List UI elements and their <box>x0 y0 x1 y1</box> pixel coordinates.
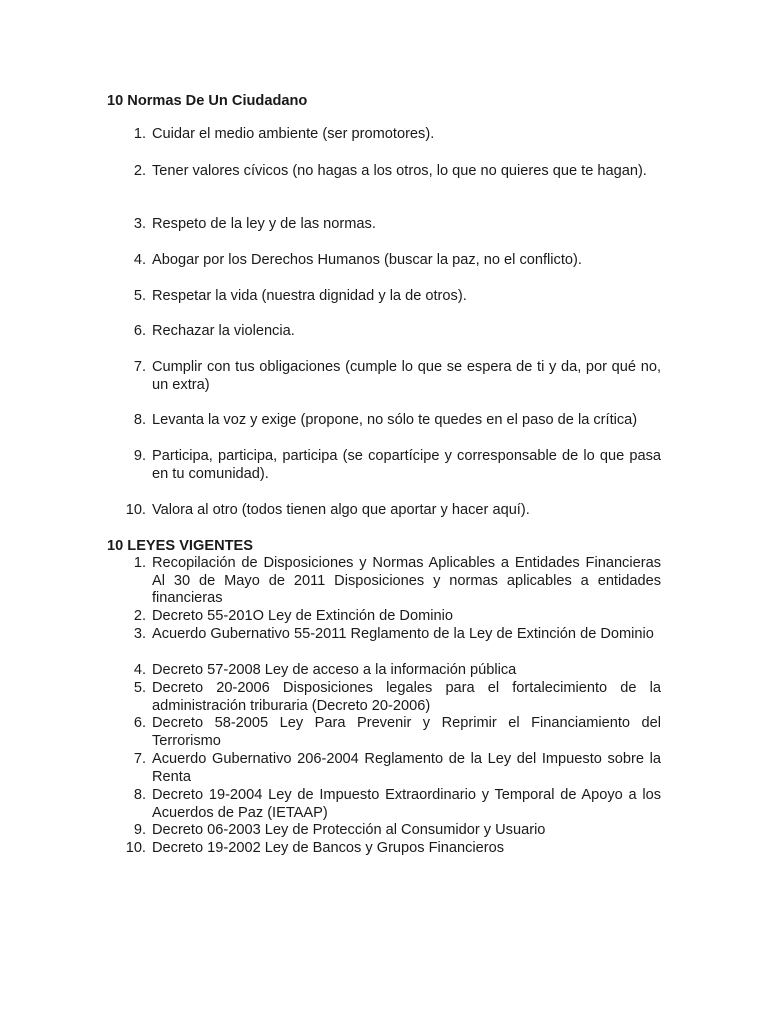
list-number: 4. <box>133 662 146 678</box>
list-number: 2. <box>133 163 146 179</box>
norma-text: Respetar la vida (nuestra dignidad y la de otros). <box>152 288 467 304</box>
ley-text: Decreto 55-201O Ley de Extinción de Dominio <box>152 608 453 624</box>
list-number: 2. <box>133 608 146 624</box>
list-number: 6. <box>133 715 146 731</box>
norma-text: Tener valores cívicos (no hagas a los otros, lo que no quieres que te hagan). <box>152 163 647 179</box>
ley-text: Recopilación de Disposiciones y Normas Aplicables a Entidades Financieras Al 30 de Mayo de 2011 Disposiciones y normas aplicables a entidades financieras <box>152 555 661 606</box>
list-number: 3. <box>133 626 146 642</box>
ley-text: Decreto 20-2006 Disposiciones legales para el fortalecimiento de la administración triburaria (Decreto 20-2006) <box>152 680 661 714</box>
norma-text: Valora al otro (todos tienen algo que aportar y hacer aquí). <box>152 502 530 518</box>
norma-text: Levanta la voz y exige (propone, no sólo te quedes en el paso de la crítica) <box>152 412 638 428</box>
ley-text: Decreto 06-2003 Ley de Protección al Consumidor y Usuario <box>152 822 546 838</box>
list-number: 5. <box>133 288 146 304</box>
list-number: 3. <box>133 216 146 232</box>
list-number: 4. <box>133 252 146 268</box>
list-number: 10. <box>125 502 146 518</box>
ley-text: Decreto 19-2004 Ley de Impuesto Extraordinario y Temporal de Apoyo a los Acuerdos de Paz (IETAAP) <box>152 787 661 821</box>
norma-text: Respeto de la ley y de las normas. <box>152 216 376 232</box>
list-number: 7. <box>133 359 146 375</box>
norma-text: Cumplir con tus obligaciones (cumple lo que se espera de ti y da, por qué no, un extra) <box>152 359 661 393</box>
ley-text: Acuerdo Gubernativo 55-2011 Reglamento de la Ley de Extinción de Dominio <box>152 626 654 642</box>
ley-text: Decreto 19-2002 Ley de Bancos y Grupos Financieros <box>152 840 505 856</box>
list-number: 5. <box>133 680 146 696</box>
list-number: 1. <box>133 126 146 142</box>
list-number: 8. <box>133 412 146 428</box>
ley-text: Decreto 57-2008 Ley de acceso a la información pública <box>152 662 517 678</box>
norma-text: Rechazar la violencia. <box>152 323 295 339</box>
ley-text: Acuerdo Gubernativo 206-2004 Reglamento de la Ley del Impuesto sobre la Renta <box>152 751 661 785</box>
list-number: 9. <box>133 448 146 464</box>
normas-title: 10 Normas De Un Ciudadano <box>107 93 308 109</box>
norma-text: Abogar por los Derechos Humanos (buscar la paz, no el conflicto). <box>152 252 582 268</box>
norma-text: Participa, participa, participa (se copartícipe y corresponsable de lo que pasa en tu comunidad). <box>152 448 661 482</box>
leyes-title: 10 LEYES VIGENTES <box>107 538 253 554</box>
list-number: 6. <box>133 323 146 339</box>
ley-text: Decreto 58-2005 Ley Para Prevenir y Reprimir el Financiamiento del Terrorismo <box>152 715 661 749</box>
list-number: 9. <box>133 822 146 838</box>
list-number: 7. <box>133 751 146 767</box>
list-number: 1. <box>133 555 146 571</box>
norma-text: Cuidar el medio ambiente (ser promotores). <box>152 126 435 142</box>
list-number: 10. <box>125 840 146 856</box>
list-number: 8. <box>133 787 146 803</box>
